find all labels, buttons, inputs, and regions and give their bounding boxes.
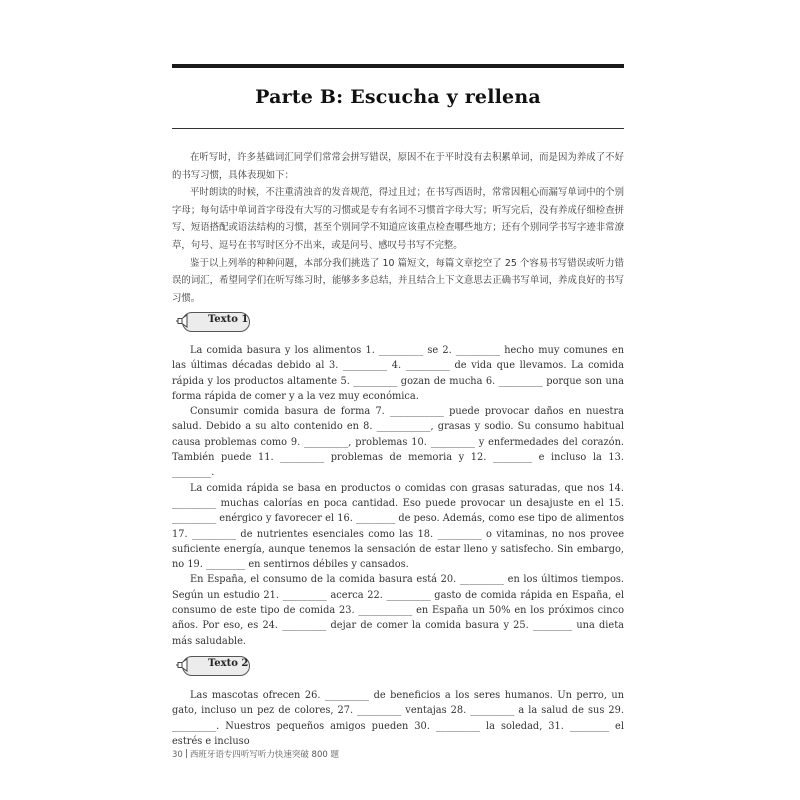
intro-text xyxy=(172,149,624,307)
intro-paragraph: 鉴于以上列举的种种问题，本部分我们挑选了 10 篇短文，每篇文章挖空了 25 个容易书写错误或听力错误的词汇，希望同学们在听写练习时，能够多多总结，并且结合上下文意思去正确书写单词，养成良好的书写习惯。 xyxy=(172,257,624,304)
intro-paragraph: 平时朗读的时候，不注重清浊音的发音规范，得过且过；在书写西语时，常常因粗心而漏写单词中的个别字母；每句话中单词首字母没有大写的习惯或是专有名词不习惯首字母大写；听写完后，没有养成仔细检查拼写、短语搭配或语法结构的习惯，甚至个别同学不知道应该重点检查哪些地方；还有个别同学书写字迹非常潦草，句号、逗号在书写时区分不出来，或是问号、感叹号书写不完整。 xyxy=(172,187,624,251)
speaker-icon xyxy=(176,314,198,328)
title-divider xyxy=(172,128,624,129)
page-number: 30 xyxy=(172,750,183,760)
texto-2-badge xyxy=(172,654,252,676)
footer-separator xyxy=(186,749,187,758)
page-footer xyxy=(172,748,339,760)
passage-paragraph: En España, el consumo de la comida basura está 20. _________ en los últimos tiempos. Según un estudio 21. _________ acerca 22. _________ gasto de comida rápida en España, el consumo de este tipo de comida 23. ___________ en España un 50% en los próximos cinco años. Por eso, es 24. _________ dejar de comer la comida basura y 25. ________ una dieta más saludable. xyxy=(172,574,624,647)
texto-1-label: Texto 1 xyxy=(208,314,249,325)
section-title: Parte B: Escucha y rellena xyxy=(255,86,541,108)
passage-paragraph: Las mascotas ofrecen 26. _________ de beneficios a los seres humanos. Un perro, un gato, incluso un pez de colores, 27. _________ ventajas 28. _________ a la salud de sus 29. _________. Nuestros pequeños amigos pueden 30. _________ la soledad, 31. ________ el estrés e incluso xyxy=(172,690,624,747)
texto-2-passage xyxy=(172,688,624,749)
texto-1-passage xyxy=(172,343,624,649)
passage-paragraph: La comida basura y los alimentos 1. _________ se 2. _________ hecho muy comunes en las últimas décadas debido al 3. _________ 4. _________ de vida que llevamos. La comida rápida y los productos altamente 5. _________ gozan de mucha 6. _________ porque son una forma rápida de comer y a la vez muy económica. xyxy=(172,345,624,402)
passage-paragraph: La comida rápida se basa en productos o comidas con grasas saturadas, que nos 14. _________ muchas calorías en poca cantidad. Eso puede provocar un desajuste en el 15. _________ enérgico y favorecer el 16. ________ de peso. Además, como ese tipo de alimentos 17. _________ de nutrientes esenciales como las 18. _________ o vitaminas, no nos provee suficiente energía, aunque tenemos la sensación de estar lleno y satisfecho. Sin embargo, no 19. ________ en sentirnos débiles y cansados. xyxy=(172,482,624,571)
speaker-icon xyxy=(176,658,198,672)
intro-paragraph: 在听写时，许多基础词汇同学们常常会拼写错误，原因不在于平时没有去积累单词，而是因为养成了不好的书写习惯，具体表现如下： xyxy=(172,152,624,181)
header-rule xyxy=(172,64,624,68)
book-title: 西班牙语专四听写听力快速突破 800 题 xyxy=(189,750,339,760)
passage-paragraph: Consumir comida basura de forma 7. ___________ puede provocar daños en nuestra salud. Debido a su alto contenido en 8. ___________, grasas y sodio. Su consumo habitual causa problemas como 9. _________, problemas 10. _________ y enfermedades del corazón. También puede 11. _________ problemas de memoria y 12. ________ e incluso la 13. ________. xyxy=(172,406,624,479)
texto-1-badge xyxy=(172,310,252,332)
texto-2-label: Texto 2 xyxy=(208,658,249,669)
